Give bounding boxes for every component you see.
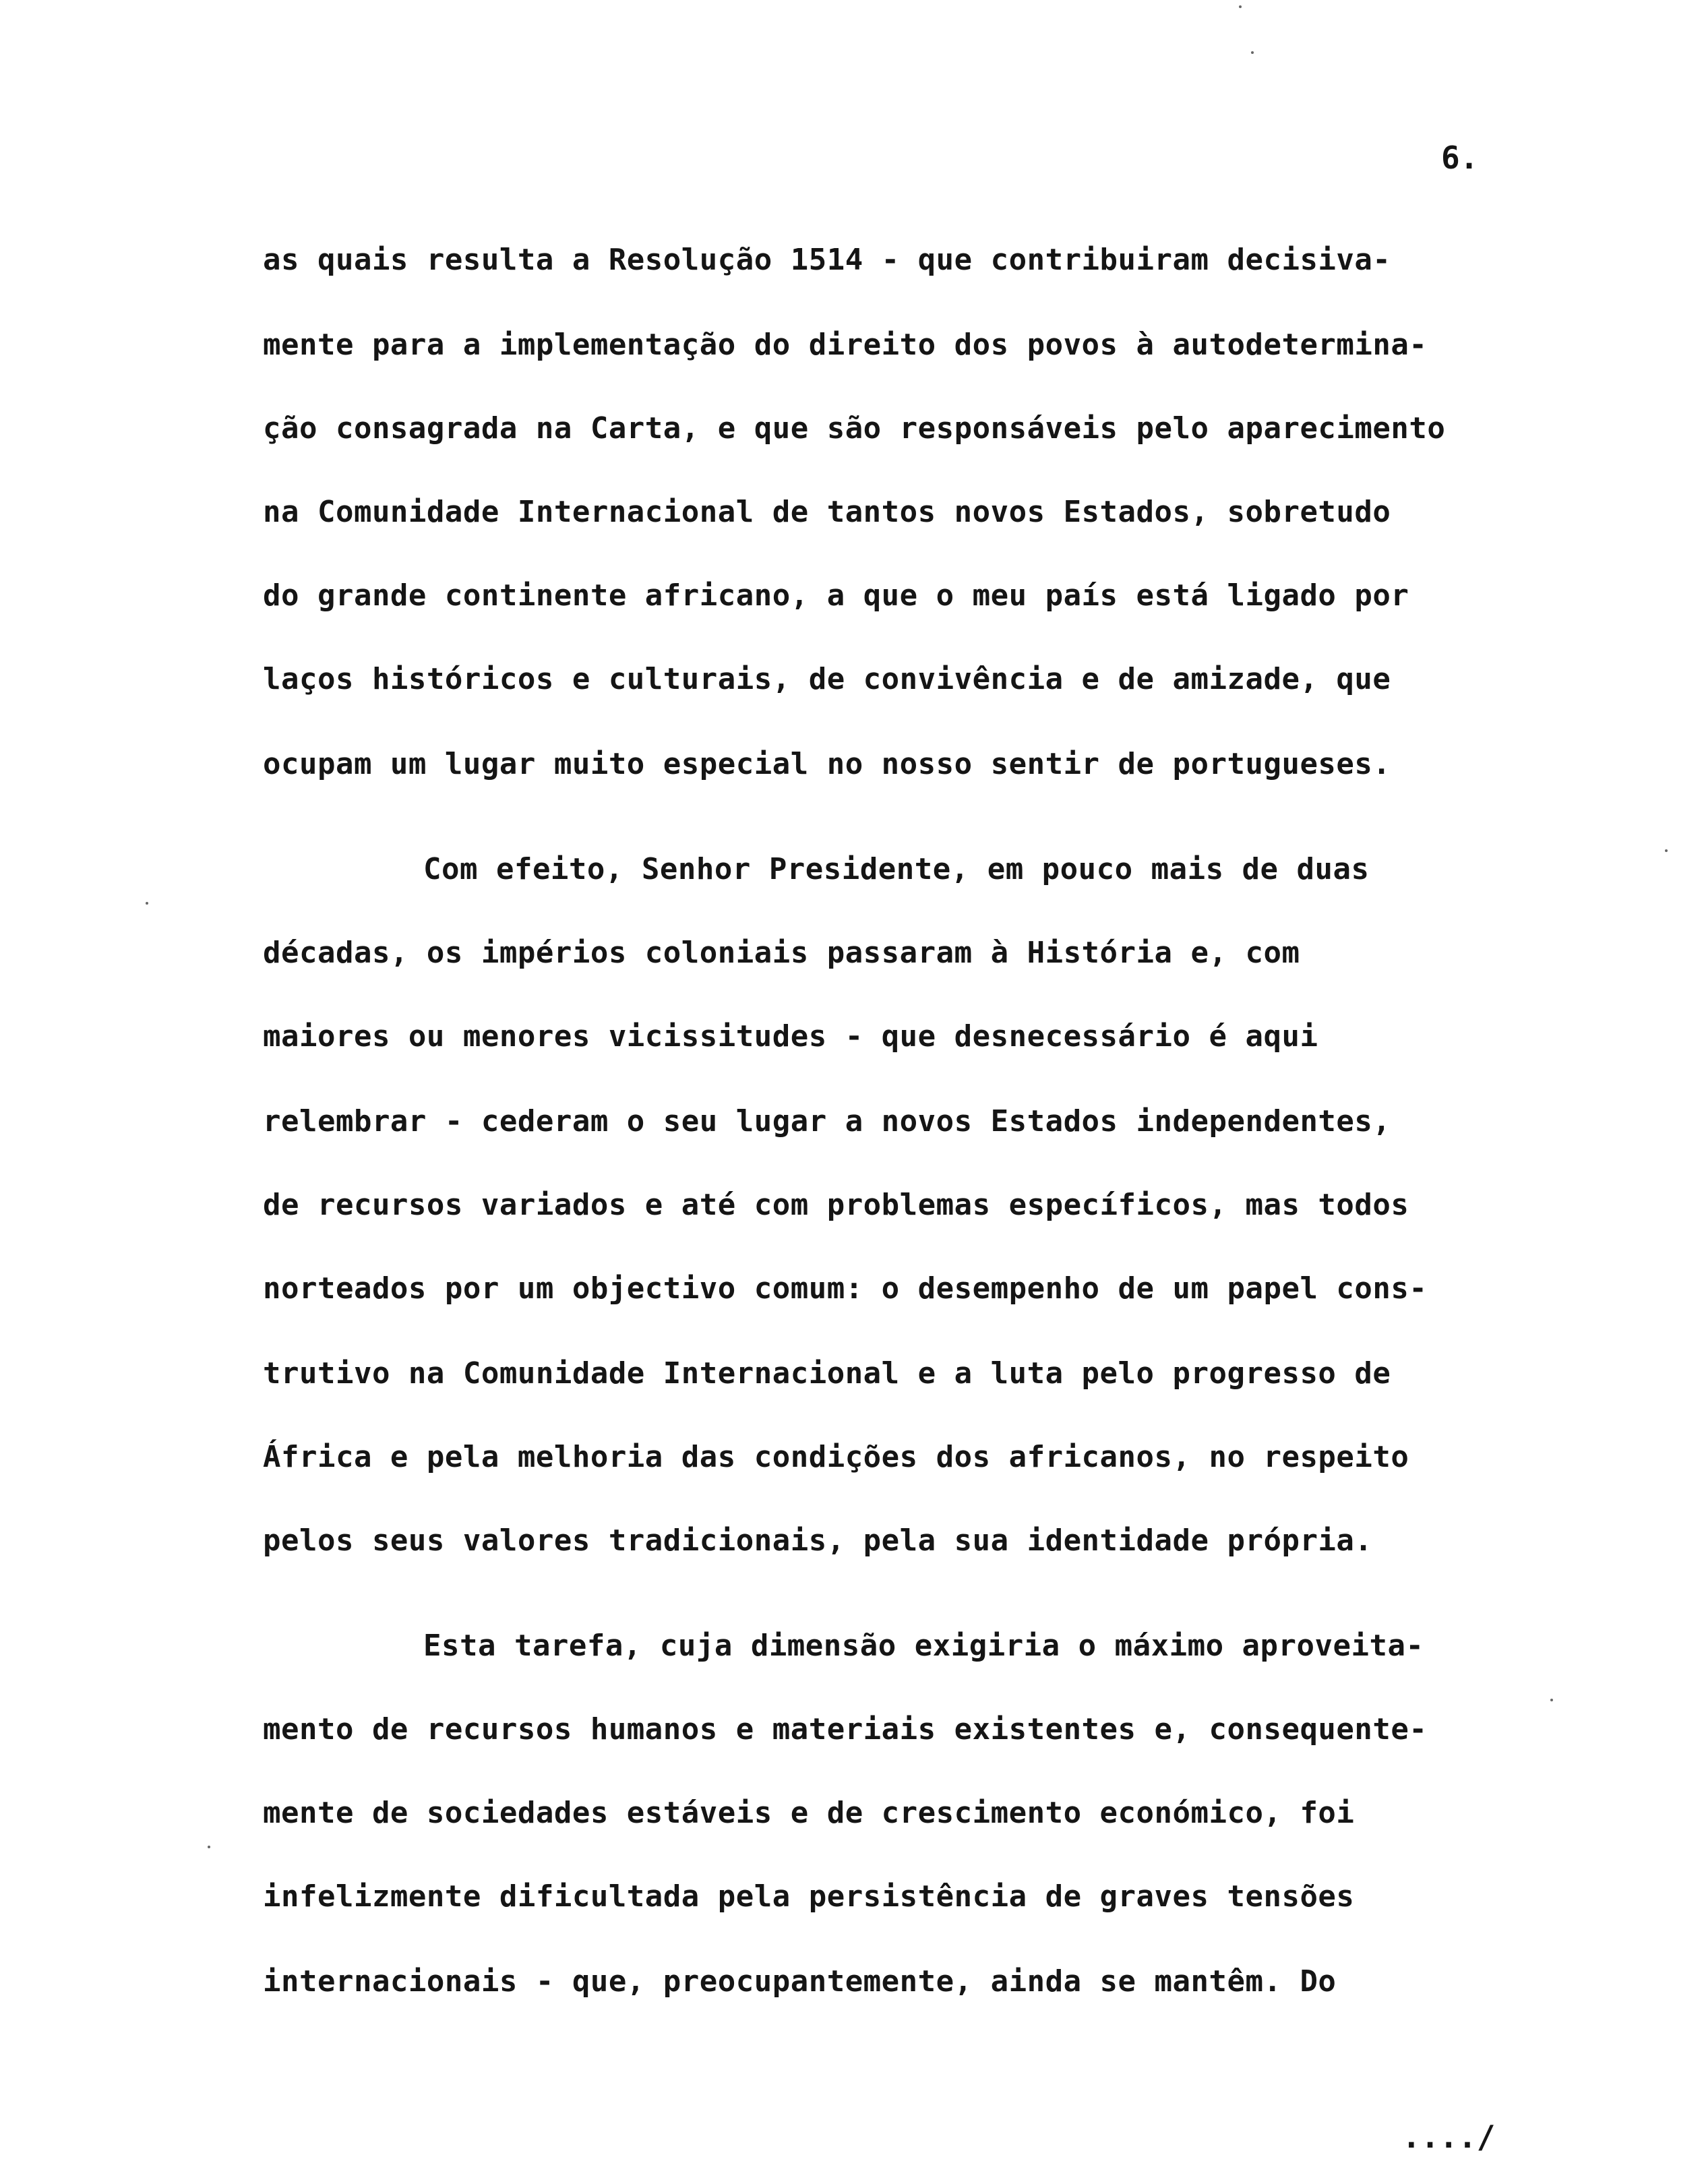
text-line: décadas, os impérios coloniais passaram à História e, com — [263, 936, 1300, 970]
text-line: do grande continente africano, a que o meu país está ligado por — [263, 578, 1409, 613]
scan-speck — [1251, 51, 1254, 54]
text-line: maiores ou menores vicissitudes - que desnecessário é aqui — [263, 1019, 1318, 1054]
text-line: mente para a implementação do direito dos povos à autodetermina- — [263, 328, 1428, 362]
scan-speck — [1550, 1699, 1553, 1701]
text-line: ção consagrada na Carta, e que são responsáveis pelo aparecimento — [263, 411, 1446, 446]
text-line: mento de recursos humanos e materiais existentes e, consequente- — [263, 1712, 1428, 1747]
scan-speck — [1239, 5, 1242, 8]
text-line: África e pela melhoria das condições dos africanos, no respeito — [263, 1440, 1409, 1474]
text-line: de recursos variados e até com problemas específicos, mas todos — [263, 1188, 1409, 1222]
text-line: relembrar - cederam o seu lugar a novos Estados independentes, — [263, 1104, 1391, 1139]
text-line: laços históricos e culturais, de convivência e de amizade, que — [263, 662, 1391, 696]
text-line: mente de sociedades estáveis e de crescimento económico, foi — [263, 1796, 1355, 1830]
text-line: Esta tarefa, cuja dimensão exigiria o máximo aproveita- — [423, 1629, 1424, 1663]
text-line: as quais resulta a Resolução 1514 - que contribuiram decisiva- — [263, 243, 1391, 277]
text-line: trutivo na Comunidade Internacional e a luta pelo progresso de — [263, 1356, 1391, 1391]
text-line: pelos seus valores tradicionais, pela sua identidade própria. — [263, 1523, 1373, 1558]
text-line: Com efeito, Senhor Presidente, em pouco mais de duas — [423, 852, 1370, 886]
text-line: na Comunidade Internacional de tantos novos Estados, sobretudo — [263, 495, 1391, 529]
page-number: 6. — [1441, 140, 1479, 176]
scan-speck — [146, 902, 148, 905]
text-line: internacionais - que, preocupantemente, ainda se mantêm. Do — [263, 1964, 1337, 1999]
text-line: norteados por um objectivo comum: o desempenho de um papel cons- — [263, 1271, 1428, 1306]
text-line: ocupam um lugar muito especial no nosso sentir de portugueses. — [263, 747, 1391, 781]
continuation-mark: ..../ — [1402, 2119, 1496, 2155]
scan-speck — [1665, 849, 1668, 852]
scan-speck — [208, 1846, 210, 1848]
text-line: infelizmente dificultada pela persistência de graves tensões — [263, 1879, 1355, 1914]
